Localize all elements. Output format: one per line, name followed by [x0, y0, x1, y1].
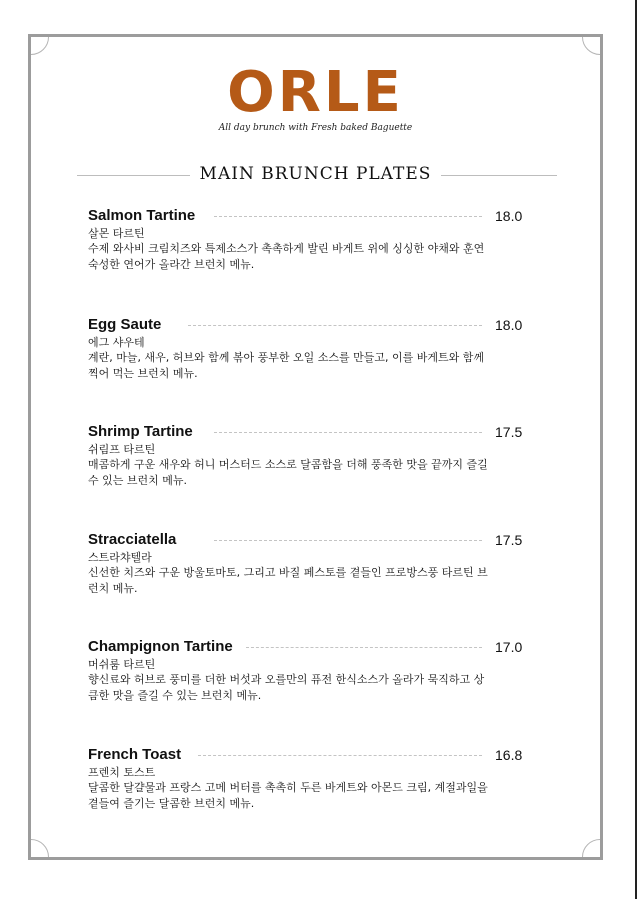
menu-item-korean-name: 쉬림프 타르틴: [88, 443, 156, 456]
corner-ornament-top-right: [582, 37, 600, 55]
menu-item-price: 16.8: [495, 747, 523, 763]
menu-item-dotted-leader: [188, 325, 482, 326]
menu-item-description: 신선한 치즈와 구운 방울토마토, 그리고 바질 페스토를 곁들인 프로방스풍 타르틴 브런치 메뉴.: [88, 566, 488, 595]
menu-item-korean-name: 머쉬룸 타르틴: [88, 658, 156, 671]
menu-item-description: 수제 와사비 크림치즈와 특제소스가 촉촉하게 발린 바게트 위에 싱싱한 야채와 훈연 숙성한 연어가 올라간 브런치 메뉴.: [88, 242, 485, 271]
menu-item-description: 향신료와 허브로 풍미를 더한 버섯과 오를만의 퓨전 한식소스가 올라가 묵직하고 상큼한 맛을 즐길 수 있는 브런치 메뉴.: [88, 673, 485, 702]
section-title-text: MAIN BRUNCH PLATES: [190, 164, 442, 184]
menu-item-price: 18.0: [495, 208, 523, 224]
corner-ornament-top-left: [31, 37, 49, 55]
brand-logo: ORLE: [227, 60, 404, 125]
corner-ornament-bottom-left: [31, 839, 49, 857]
menu-item-name: Shrimp Tartine: [88, 423, 193, 440]
menu-item-korean-name: 살몬 타르틴: [88, 227, 145, 240]
menu-item-description: 매콤하게 구운 새우와 허니 머스터드 소스로 달콤함을 더해 풍족한 맛을 끝까지 즐길 수 있는 브런치 메뉴.: [88, 458, 488, 487]
menu-item-korean-name: 프렌치 토스트: [88, 766, 156, 779]
menu-item-description: 계란, 마늘, 새우, 허브와 함께 볶아 풍부한 오일 소스를 만들고, 이를 바게트와 함께 찍어 먹는 브런치 메뉴.: [88, 351, 484, 380]
menu-item-price: 17.5: [495, 424, 523, 440]
menu-item-price: 18.0: [495, 317, 523, 333]
menu-item-dotted-leader: [214, 540, 482, 541]
menu-item-dotted-leader: [214, 216, 482, 217]
menu-item-name: Stracciatella: [88, 531, 177, 548]
menu-item-dotted-leader: [214, 432, 482, 433]
menu-item-description: 달콤한 달걀물과 프랑스 고메 버터를 촉촉히 두른 바게트와 아몬드 크림, 계절과일을 곁들여 즐기는 달콤한 브런치 메뉴.: [88, 781, 488, 810]
menu-item-dotted-leader: [246, 647, 482, 648]
menu-item-name: French Toast: [88, 746, 182, 763]
menu-item-price: 17.5: [495, 532, 523, 548]
menu-item-name: Champignon Tartine: [88, 638, 233, 655]
corner-ornament-bottom-right: [582, 839, 600, 857]
menu-item-korean-name: 에그 샤우테: [88, 336, 145, 349]
section-title: [31, 164, 600, 184]
menu-item-price: 17.0: [495, 639, 523, 655]
brand-tagline: All day brunch with Fresh baked Baguette: [218, 123, 413, 133]
menu-item-name: Salmon Tartine: [88, 207, 196, 224]
menu-item-korean-name: 스트라챠텔라: [88, 551, 152, 564]
menu-frame: [28, 34, 603, 860]
menu-item-name: Egg Saute: [88, 316, 162, 333]
menu-item-dotted-leader: [198, 755, 482, 756]
